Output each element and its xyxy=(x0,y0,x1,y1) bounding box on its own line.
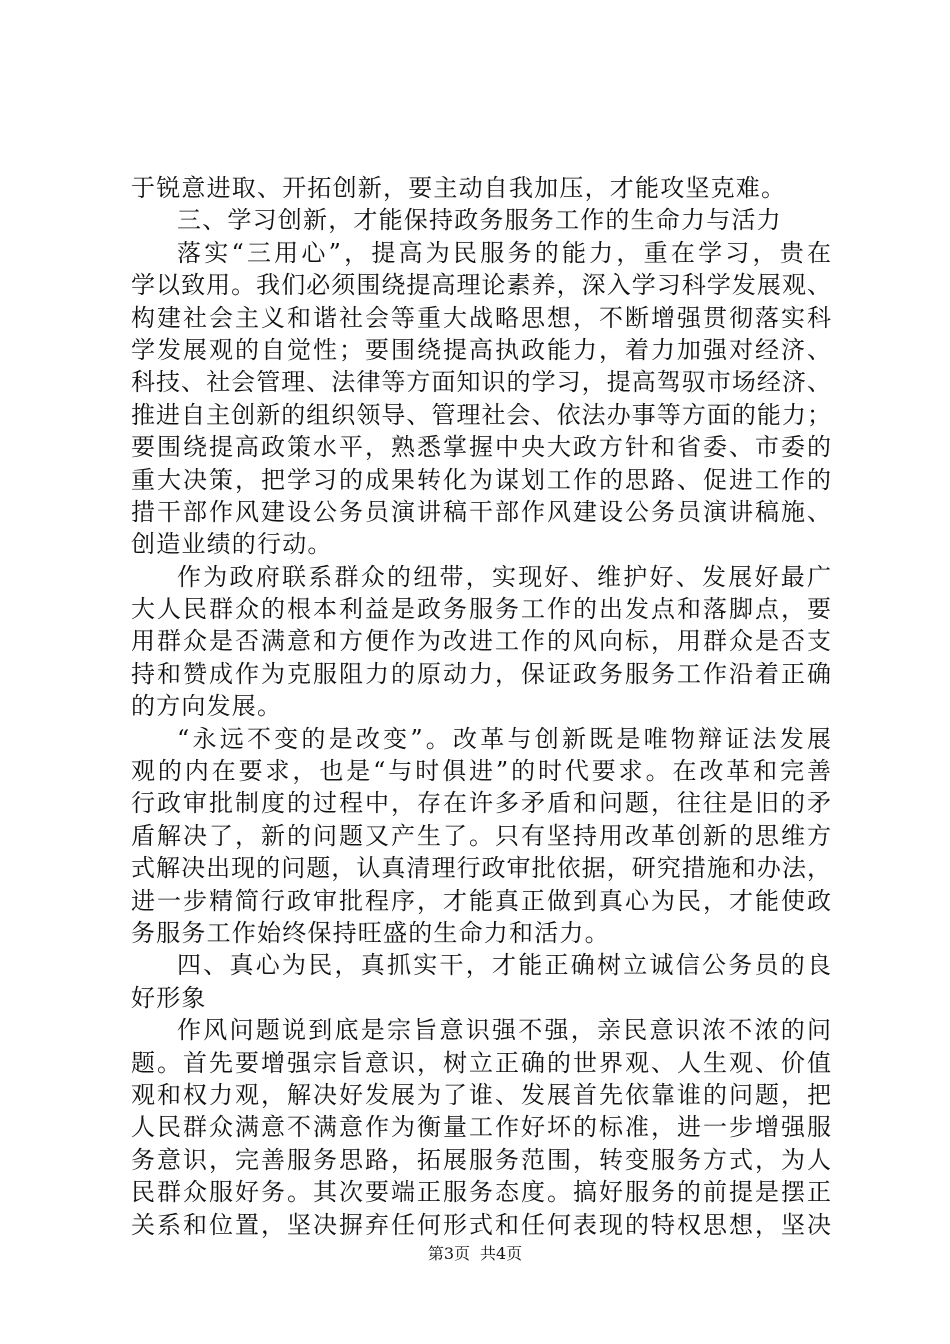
text-line: 构建社会主义和谐社会等重大战略思想，不断增强贯彻落实科 xyxy=(131,303,831,332)
text-line: 观和权力观，解决好发展为了谁、发展首先依靠谁的问题，把 xyxy=(131,1080,831,1109)
text-line: 四、真心为民，真抓实干，才能正确树立诚信公务员的良 xyxy=(177,951,831,980)
text-line: 人民群众满意不满意作为衡量工作好坏的标准，进一步增强服 xyxy=(131,1113,831,1142)
page-footer xyxy=(0,1244,950,1264)
text-line: 务意识，完善服务思路，拓展服务范围，转变服务方式，为人 xyxy=(131,1145,831,1174)
body-text xyxy=(131,172,831,1241)
text-line: 务服务工作始终保持旺盛的生命力和活力。 xyxy=(131,918,610,947)
text-line: 三、学习创新，才能保持政务服务工作的生命力与活力 xyxy=(177,206,782,235)
page-number: 第3页 xyxy=(427,1244,470,1263)
text-line: “永远不变的是改变”。改革与创新既是唯物辩证法发展 xyxy=(177,724,831,753)
text-line: 好形象 xyxy=(131,983,207,1012)
text-line: 重大决策，把学习的成果转化为谋划工作的思路、促进工作的 xyxy=(131,465,831,494)
text-line: 落实“三用心”，提高为民服务的能力，重在学习，贵在 xyxy=(177,238,831,267)
page-total: 共4页 xyxy=(480,1244,523,1263)
text-line: 题。首先要增强宗旨意识，树立正确的世界观、人生观、价值 xyxy=(131,1048,831,1077)
text-line: 关系和位置，坚决摒弃任何形式和任何表现的特权思想，坚决 xyxy=(131,1210,831,1239)
text-line: 学以致用。我们必须围绕提高理论素养，深入学习科学发展观、 xyxy=(131,271,831,300)
text-line: 大人民群众的根本利益是政务服务工作的出发点和落脚点，要 xyxy=(131,595,831,624)
text-line: 行政审批制度的过程中，存在许多矛盾和问题，往往是旧的矛 xyxy=(131,789,831,818)
text-line: 措干部作风建设公务员演讲稿干部作风建设公务员演讲稿施、 xyxy=(131,497,831,526)
text-line: 进一步精简行政审批程序，才能真正做到真心为民，才能使政 xyxy=(131,886,831,915)
text-line: 民群众服好务。其次要端正服务态度。搞好服务的前提是摆正 xyxy=(131,1178,831,1207)
text-line: 式解决出现的问题，认真清理行政审批依据，研究措施和办法， xyxy=(131,854,831,883)
text-line: 创造业绩的行动。 xyxy=(131,530,333,559)
text-line: 科技、社会管理、法律等方面知识的学习，提高驾驭市场经济、 xyxy=(131,368,831,397)
text-line: 学发展观的自觉性；要围绕提高执政能力，着力加强对经济、 xyxy=(131,335,831,364)
text-line: 推进自主创新的组织领导、管理社会、依法办事等方面的能力； xyxy=(131,400,831,429)
text-line: 作为政府联系群众的纽带，实现好、维护好、发展好最广 xyxy=(177,562,831,591)
text-line: 用群众是否满意和方便作为改进工作的风向标，用群众是否支 xyxy=(131,627,831,656)
text-line: 持和赞成作为克服阻力的原动力，保证政务服务工作沿着正确 xyxy=(131,659,831,688)
text-line: 要围绕提高政策水平，熟悉掌握中央大政方针和省委、市委的 xyxy=(131,433,831,462)
text-line: 的方向发展。 xyxy=(131,692,283,721)
text-line: 于锐意进取、开拓创新，要主动自我加压，才能攻坚克难。 xyxy=(131,174,787,202)
text-line: 作风问题说到底是宗旨意识强不强，亲民意识浓不浓的问 xyxy=(177,1016,831,1045)
text-line: 盾解决了，新的问题又产生了。只有坚持用改革创新的思维方 xyxy=(131,821,831,850)
text-line: 观的内在要求，也是“与时俱进”的时代要求。在改革和完善 xyxy=(131,757,831,786)
